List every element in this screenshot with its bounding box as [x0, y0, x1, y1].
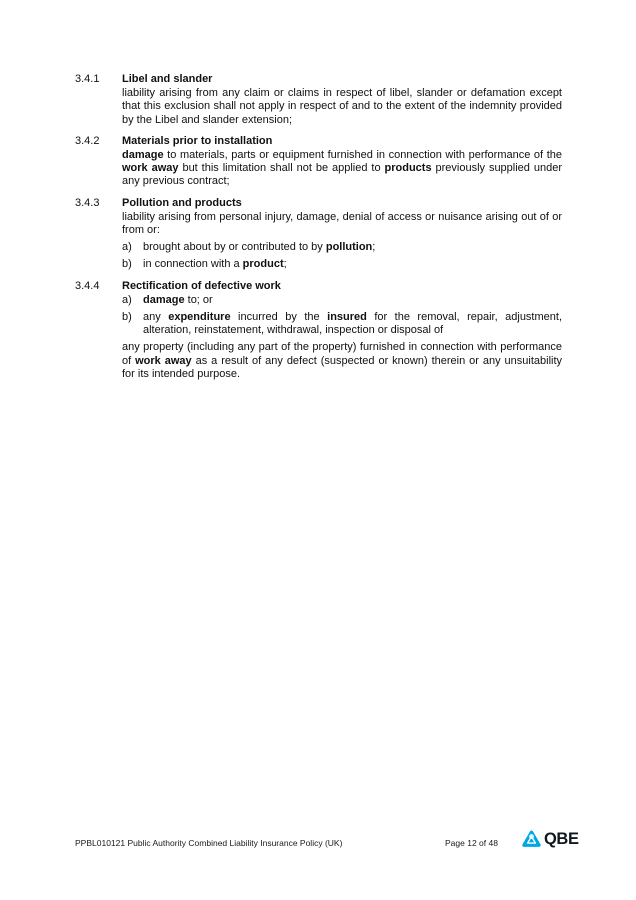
section-body [122, 73, 562, 127]
page-footer [0, 828, 636, 854]
section-number: 3.4.1 [75, 73, 100, 85]
text-run: to; or [184, 293, 213, 306]
list-item-text [143, 294, 562, 307]
paragraph [122, 149, 562, 189]
text-run: to materials, parts or equipment furnished in connection with performance of the [163, 149, 562, 162]
text-run: any [143, 311, 169, 324]
section [75, 197, 562, 272]
bold-term: work away [122, 162, 179, 175]
paragraph [122, 87, 562, 127]
section-body [122, 280, 562, 381]
section-number: 3.4.3 [75, 196, 100, 209]
bold-term: pollution [325, 241, 373, 254]
section [75, 135, 562, 189]
list-item-marker: a) [122, 293, 132, 306]
section-number: 3.4.2 [75, 134, 100, 147]
text-run: liability arising from personal injury, damage, denial of access or nuisance arising out of or from or: [122, 210, 562, 237]
qbe-wordmark: QBE [544, 830, 579, 848]
text-run: liability arising from any claim or claims in respect of libel, slander or defamation except that this exclusion shall not apply in respect of and to the extent of the indemnity provided by the Libel and slander extension; [122, 87, 562, 126]
bold-term: damage [122, 149, 164, 162]
text-run: as a result of any defect (suspected or known) therein or any unsuitability for its intended purpose. [122, 354, 563, 380]
text-run: but this limitation shall not be applied to [178, 162, 385, 175]
list-item-marker: b) [122, 311, 132, 324]
bold-term: work away [135, 354, 192, 367]
bold-term: insured [327, 311, 367, 324]
section-heading: Rectification of defective work [122, 279, 281, 292]
footer-document-title: PPBL010121 Public Authority Combined Liability Insurance Policy (UK) [75, 838, 343, 848]
list-item-text [143, 241, 562, 254]
list-item-text [143, 258, 562, 271]
list-item-marker: a) [122, 241, 132, 254]
section-number: 3.4.4 [75, 279, 100, 292]
text-run: in connection with a [143, 258, 243, 271]
bold-term: damage [143, 293, 185, 306]
list-item [122, 258, 562, 271]
section-heading: Materials prior to installation [122, 134, 273, 147]
text-run: ; [372, 241, 376, 254]
text-run: brought about by or contributed to by [143, 241, 326, 254]
section-body [122, 197, 562, 272]
bold-term: expenditure [168, 311, 231, 324]
list-item [122, 294, 562, 307]
policy-sections [75, 73, 562, 389]
text-run: ; [283, 258, 287, 271]
qbe-logo [522, 830, 579, 849]
bold-term: product [242, 258, 284, 271]
list-item [122, 241, 562, 254]
section-heading: Pollution and products [122, 196, 242, 209]
text-run: previously supplied under any previous contract; [122, 162, 562, 188]
footer-page-number: Page 12 of 48 [445, 838, 498, 848]
text-run: incurred by the [230, 311, 328, 324]
section [75, 73, 562, 127]
section [75, 280, 562, 381]
bold-term: products [384, 162, 432, 175]
list-item [122, 311, 562, 337]
list-item-marker: b) [122, 258, 132, 271]
section-heading: Libel and slander [122, 73, 213, 85]
section-body [122, 135, 562, 189]
text-run: any property (including any part of the property) furnished in connection with performance of [122, 341, 562, 367]
qbe-knot-icon [522, 830, 541, 849]
paragraph [122, 211, 562, 237]
list-item-text [143, 311, 562, 337]
paragraph [122, 341, 562, 381]
text-run: for the removal, repair, adjustment, alteration, reinstatement, withdrawal, inspection or disposal of [143, 311, 563, 337]
